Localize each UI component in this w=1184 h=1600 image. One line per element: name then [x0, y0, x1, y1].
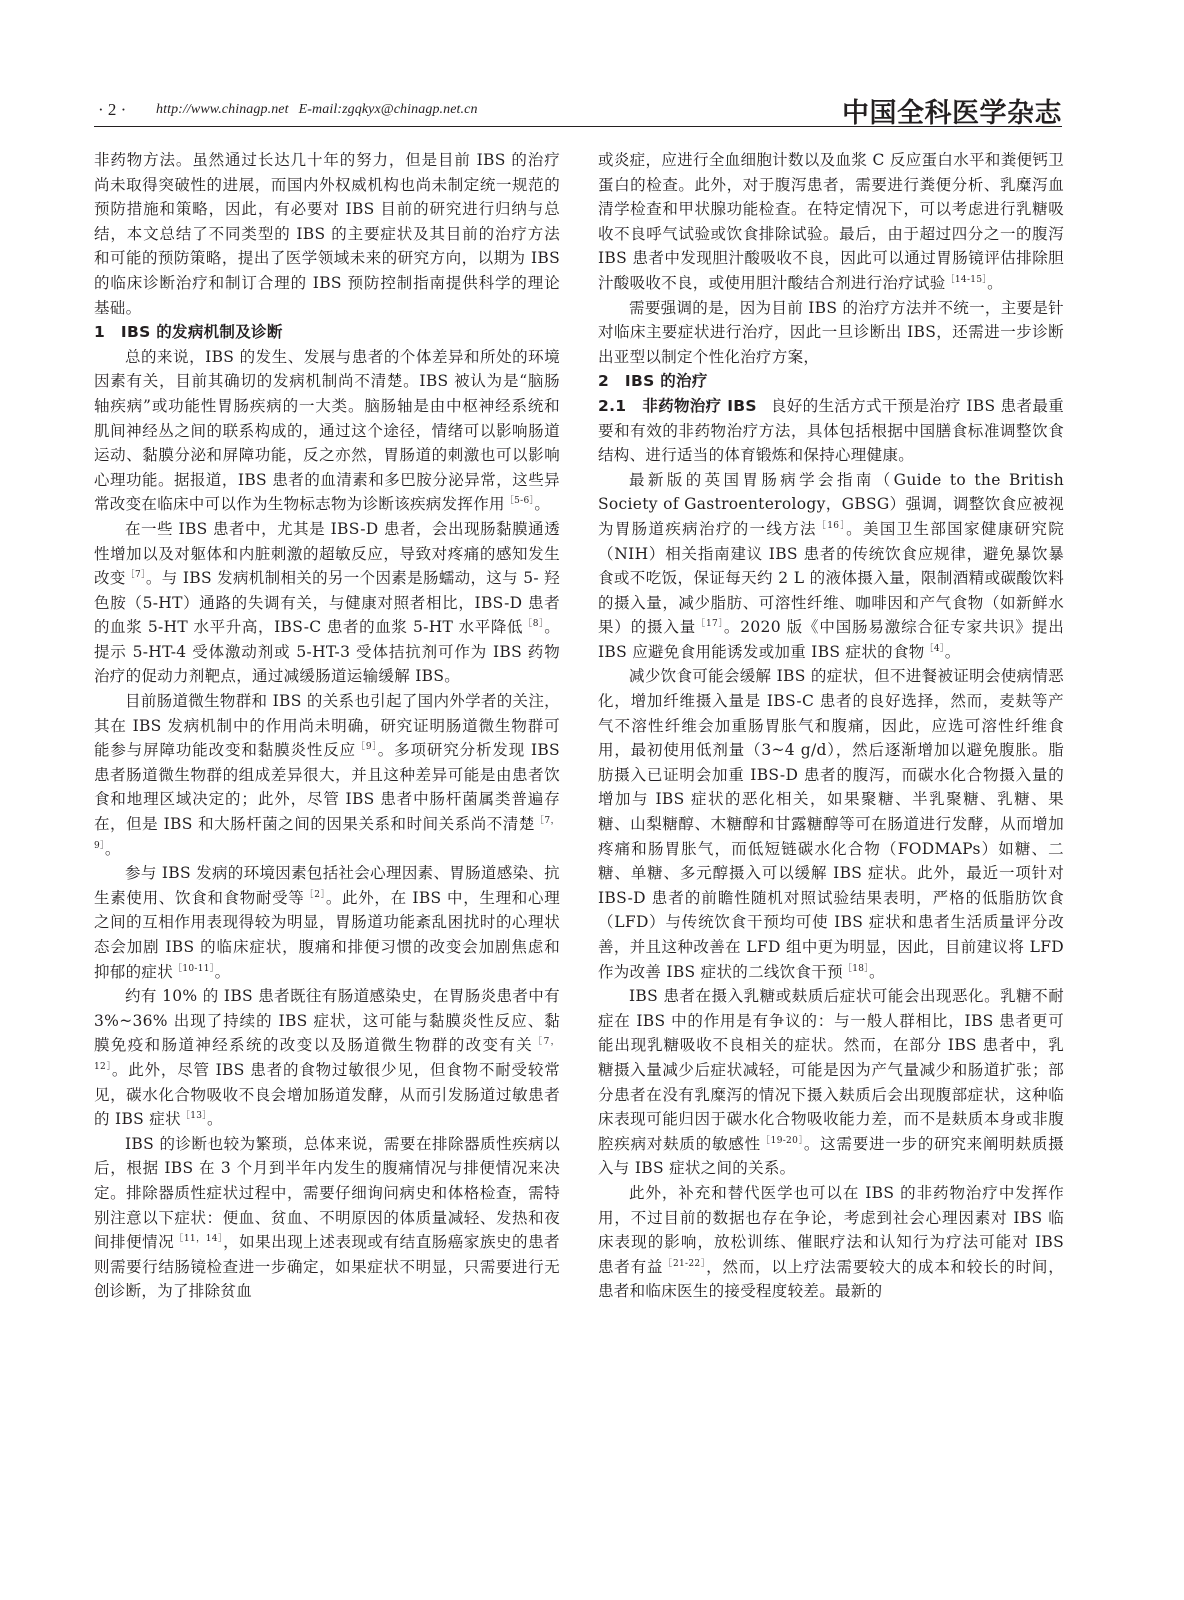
paragraph: 需要强调的是，因为目前 IBS 的治疗方法并不统一，主要是针对临床主要症状进行治疗，因此一旦诊断出 IBS，还需进一步诊断出亚型以制定个性化治疗方案， — [598, 298, 1064, 366]
paragraph: 减少饮食可能会缓解 IBS 的症状，但不进餐被证明会使病情恶化，增加纤维摄入量是 IBS-C 患者的良好选择，然而，麦麸等产气不溶性纤维会加重肠胃胀气和腹痛，因此，应选可溶性纤维食用，最初使用低剂量（3~4 g/d），然后逐渐增加以避免腹胀。脂肪摄入已证明会加重 IBS-D 患者的腹泻，而碳水化合物摄入量的增加与 IBS 症状的恶化相关，如果聚糖、半乳聚糖、乳糖、果糖、山梨糖醇、木糖醇和甘露糖醇等可在肠道进行发酵，从而增加疼痛和肠胃胀气，而低短链碳水化合物（FODMAPs）如糖、二糖、单糖、多元醇摄入可以缓解 IBS 症状。此外，最近一项针对 IBS-D 患者的前瞻性随机对照试验结果表明，严格的低脂肪饮食（LFD）与传统饮食干预均可使 IBS 症状和患者生活质量评分改善，并且这种改善在 LFD 组中更为明显，因此，目前建议将 LFD 作为改善 IBS 症状的二线饮食干预$^{[18]}$。 — [598, 667, 1064, 981]
citation[interactable]: ［13］ — [180, 1111, 208, 1121]
citation[interactable]: ［18］ — [842, 963, 870, 974]
right-column — [598, 148, 1064, 1578]
citation[interactable]: ［4］ — [924, 643, 945, 654]
section-heading-1: 1 IBS 的发病机制及诊断 — [94, 323, 283, 342]
citation[interactable]: ［19-20］ — [760, 1135, 804, 1146]
paragraph: 参与 IBS 发病的环境因素包括社会心理因素、胃肠道感染、抗生素使用、饮食和食物耐受等$^{[2]}$。此外，在 IBS 中，生理和心理之间的互相作用表现得较为明显，胃肠道功能紊乱困扰时的心理状态会加剧 IBS 的临床症状，腹痛和排便习惯的改变会加剧焦虑和抑郁的症状$^{[10-11]}$。 — [94, 864, 560, 981]
journal-contact — [156, 102, 478, 118]
citation[interactable]: ［2］ — [304, 889, 326, 900]
paragraph: 非药物方法。虽然通过长达几十年的努力，但是目前 IBS 的治疗尚未取得突破性的进展，而国内外权威机构也尚未制定统一规范的预防措施和策略，因此，有必要对 IBS 目前的研究进行归纳与总结，本文总结了不同类型的 IBS 的主要症状及其目前的治疗方法和可能的预防策略，提出了医学领域未来的研究方向，以期为 IBS 的临床诊断治疗和制订合理的 IBS 预防控制指南提供科学的理论基础。 — [94, 151, 560, 317]
citation[interactable]: ［10-11］ — [173, 963, 215, 974]
citation[interactable]: ［14-15］ — [945, 274, 988, 285]
website-link[interactable]: http://www.chinagp.net — [156, 102, 289, 117]
citation[interactable]: ［5-6］ — [504, 496, 535, 507]
citation[interactable]: ［21-22］ — [663, 1258, 707, 1269]
citation[interactable]: ［16］ — [816, 520, 847, 531]
page-number: · 2 · — [98, 100, 127, 119]
paragraph: 在一些 IBS 患者中，尤其是 IBS-D 患者，会出现肠黏膜通透性增加以及对躯体和内脏刺激的超敏反应，导致对疼痛的感知发生改变$^{[7]}$。与 IBS 发病机制相关的另一个因素是肠蠕动，这与 5- 羟色胺（5-HT）通路的失调有关，与健康对照者相比，IBS-D 患者的血浆 5-HT 水平升高，IBS-C 患者的血浆 5-HT 水平降低$^{[8]}$。提示 5-HT-4 受体激动剂或 5-HT-3 受体拮抗剂可作为 IBS 药物治疗的促动力剂靶点，通过减缓肠道运输缓解 IBS。 — [94, 519, 560, 686]
left-column — [94, 148, 560, 1578]
paragraph: 总的来说，IBS 的发生、发展与患者的个体差异和所处的环境因素有关，目前其确切的发病机制尚不清楚。IBS 被认为是“脑肠轴疾病”或功能性胃肠疾病的一大类。脑肠轴是由中枢神经系统和肌间神经丛之间的联系构成的，通过这个途径，情绪可以影响肠道运动、黏膜分泌和屏障功能，反之亦然，胃肠道的刺激也可以影响心理功能。据报道，IBS 患者的血清素和多巴胺分泌异常，这些异常改变在临床中可以作为生物标志物为诊断该疾病发挥作用$^{[5-6]}$。 — [94, 347, 560, 514]
section-heading-2: 2 IBS 的治疗 — [598, 372, 708, 391]
paragraph: IBS 的诊断也较为繁琐，总体来说，需要在排除器质性疾病以后，根据 IBS 在 3 个月到半年内发生的腹痛情况与排便情况来决定。排除器质性症状过程中，需要仔细询问病史和体格检查，需特别注意以下症状：便血、贫血、不明原因的体质量减轻、发热和夜间排便情况$^{[11,14]}$，如果出现上述表现或有结直肠癌家族史的患者则需要行结肠镜检查进一步确定，如果症状不明显，只需要进行无创诊断，为了排除贫血 — [94, 1134, 560, 1301]
citation[interactable]: ［7，12］ — [94, 1037, 560, 1072]
paragraph: 2.1 非药物治疗 IBS 良好的生活方式干预是治疗 IBS 患者最重要和有效的非药物治疗方法，具体包括根据中国膳食标准调整饮食结构、进行适当的体育锻炼和保持心理健康。 — [598, 396, 1064, 465]
email-link[interactable]: E-mail:zgqkyx@chinagp.net.cn — [298, 102, 478, 117]
paragraph: 此外，补充和替代医学也可以在 IBS 的非药物治疗中发挥作用，不过目前的数据也存在争论，考虑到社会心理因素对 IBS 临床表现的影响，放松训练、催眠疗法和认知行为疗法可能对 IBS 患者有益$^{[21-22]}$，然而，以上疗法需要较大的成本和较长的时间，患者和临床医生的接受程度较差。最新的 — [598, 1183, 1064, 1301]
citation[interactable]: ［17］ — [696, 619, 724, 630]
paragraph: 或炎症，应进行全血细胞计数以及血浆 C 反应蛋白水平和粪便钙卫蛋白的检查。此外，对于腹泻患者，需要进行粪便分析、乳糜泻血清学检查和甲状腺功能检查。在特定情况下，可以考虑进行乳糖吸收不良呼气试验或饮食排除试验。最后，由于超过四分之一的腹泻 IBS 患者中发现胆汁酸吸收不良，因此可以通过胃肠镜评估排除胆汁酸吸收不良，或使用胆汁酸结合剂进行治疗试验$^{[14-15]}$。 — [598, 151, 1064, 292]
paragraph: 目前肠道微生物群和 IBS 的关系也引起了国内外学者的关注，其在 IBS 发病机制中的作用尚未明确，研究证明肠道微生物群可能参与屏障功能改变和黏膜炎性反应$^{[9]}$。多项研究分析发现 IBS 患者肠道微生物群的组成差异很大，并且这种差异可能是由患者饮食和地理区域决定的；此外，尽管 IBS 患者中肠杆菌属类普遍存在，但是 IBS 和大肠杆菌之间的因果关系和时间关系尚不清楚$^{[7,9]}$。 — [94, 692, 560, 858]
journal-title: 中国全科医学杂志 — [842, 98, 1062, 129]
citation[interactable]: ［8］ — [523, 619, 545, 630]
subsection-heading: 2.1 非药物治疗 IBS — [598, 396, 757, 415]
paragraph: 约有 10% 的 IBS 患者既往有肠道感染史，在胃肠炎患者中有 3%~36% 出现了持续的 IBS 症状，这可能与黏膜炎性反应、黏膜免疫和肠道神经系统的改变以及肠道微生物群的改变有关$^{[7,12]}$。此外，尽管 IBS 患者的食物过敏很少见，但食物不耐受较常见，碳水化合物吸收不良会增加肠道发酵，从而引发肠道过敏患者的 IBS 症状$^{[13]}$。 — [94, 987, 560, 1129]
page-header — [94, 92, 1062, 127]
citation[interactable]: ［7，9］ — [94, 815, 560, 851]
paragraph: 最新版的英国胃肠病学会指南（Guide to the British Society of Gastroenterology，GBSG）强调，调整饮食应被视为胃肠道疾病治疗的一线方法$^{[16]}$。美国卫生部国家健康研究院（NIH）相关指南建议 IBS 患者的传统饮食应规律，避免暴饮暴食或不吃饭，保证每天约 2 L 的液体摄入量，限制酒精或碳酸饮料的摄入量，减少脂肪、可溶性纤维、咖啡因和产气食物（如新鲜水果）的摄入量$^{[17]}$。2020 版《中国肠易激综合征专家共识》提出 IBS 应避免食用能诱发或加重 IBS 症状的食物$^{[4]}$。 — [598, 470, 1064, 661]
paragraph: IBS 患者在摄入乳糖或麸质后症状可能会出现恶化。乳糖不耐症在 IBS 中的作用是有争议的：与一般人群相比，IBS 患者更可能出现乳糖吸收不良相关的症状。然而，在部分 IBS 患者中，乳糖摄入量减少后症状减轻，可能是因为产气量减少和肠道扩张；部分患者在没有乳糜泻的情况下摄入麸质后会出现腹部症状，这种临床表现可能归因于碳水化合物吸收能力差，而不是麸质本身或非腹腔疾病对麸质的敏感性$^{[19-20]}$。这需要进一步的研究来阐明麸质摄入与 IBS 症状之间的关系。 — [598, 987, 1064, 1178]
citation[interactable]: ［11，14］ — [174, 1233, 224, 1244]
citation[interactable]: ［7］ — [125, 569, 146, 580]
citation[interactable]: ［9］ — [355, 742, 378, 753]
